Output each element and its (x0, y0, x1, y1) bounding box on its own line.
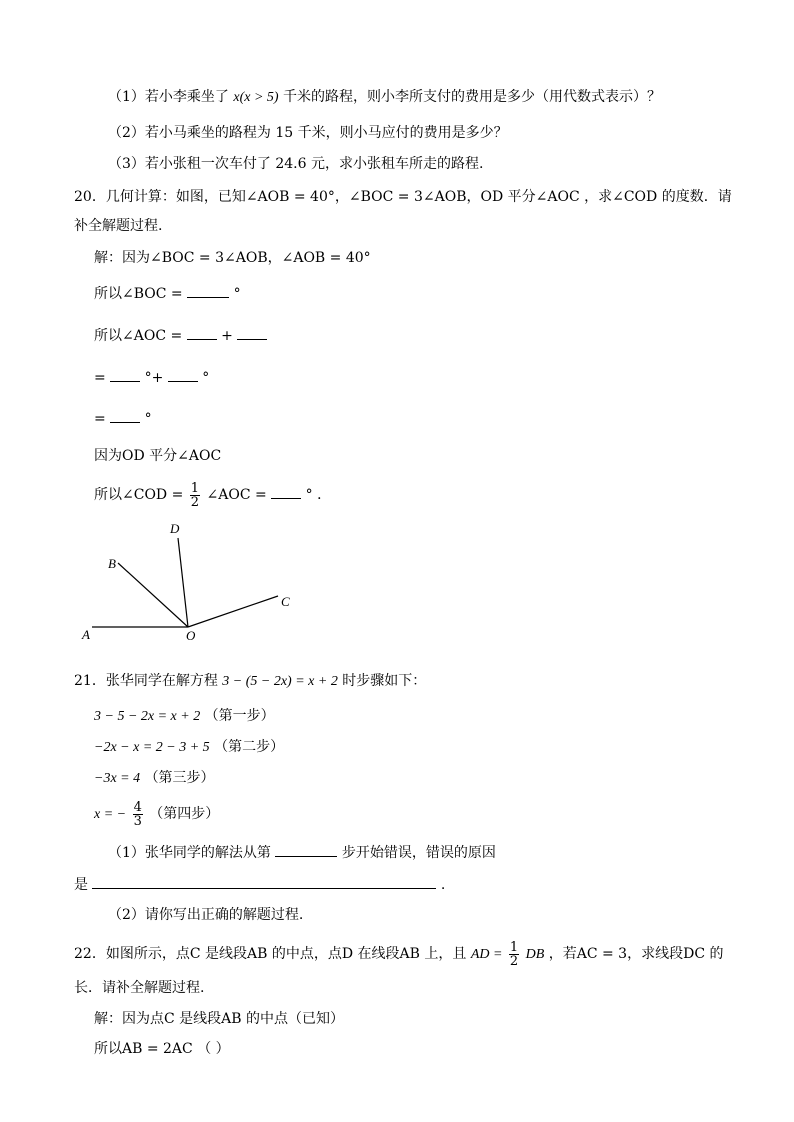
q22-stem-line1: 22．如图所示，点C 是线段AB 的中点，点D 在线段AB 上，且 AD = $\frac{1}{2}$ DB ，若AC = 3，求线段DC 的 (74, 939, 724, 969)
q19-part2: （2）若小马乘坐的路程为 15 千米，则小马应付的费用是多少？ (108, 125, 508, 141)
fraction: $\frac{1}{2}$ (509, 939, 519, 969)
answer-blank[interactable] (187, 325, 217, 340)
q22-stem-line2: 长．请补全解题过程. (74, 980, 205, 996)
label-C: C (281, 594, 290, 609)
q21-step3: −3x = 4 （第三步） (94, 770, 215, 786)
q20-stem-line2: 补全解题过程. (74, 218, 163, 234)
q20-solution-3: 所以∠AOC = + (94, 325, 267, 347)
q21-part1: （1）张华同学的解法从第 步开始错误，错误的原因 (108, 842, 496, 864)
label-O: O (186, 628, 196, 643)
q21-step1: 3 − 5 − 2x = x + 2 （第一步） (94, 708, 275, 724)
label-A: A (82, 627, 90, 642)
q20-solution-2: 所以∠BOC = ° (94, 283, 241, 305)
answer-blank[interactable] (110, 367, 140, 382)
q22-solution-2: 所以AB = 2AC （ ） (94, 1041, 230, 1057)
angle-figure (80, 518, 310, 648)
ray-OB (118, 563, 188, 627)
q19-part1-math: x(x > 5) (233, 90, 279, 105)
q19-part1: （1）若小李乘坐了 x(x > 5) 千米的路程，则小李所支付的费用是多少（用代数式表示）？ (108, 89, 662, 105)
q20-solution-7: 所以∠COD = $\frac{1}{2}$ ∠AOC = ° ． (94, 480, 332, 510)
q21-step2: −2x − x = 2 − 3 + 5 （第二步） (94, 739, 285, 755)
q21-part1-line2: 是 . (74, 874, 445, 896)
q21-equation: 3 − (5 − 2x) = x + 2 (222, 674, 338, 689)
q21-part2: （2）请你写出正确的解题过程. (108, 907, 304, 923)
answer-blank[interactable] (275, 842, 337, 857)
q19-part3: （3）若小张租一次车付了 24.6 元，求小张租车所走的路程. (108, 156, 484, 172)
answer-blank[interactable] (271, 484, 301, 499)
ray-OC (188, 596, 278, 627)
fraction: $\frac{1}{2}$ (190, 480, 200, 510)
q20-solution-5: = ° (94, 408, 152, 430)
answer-blank[interactable] (92, 874, 436, 889)
ray-OD (178, 538, 188, 627)
answer-blank[interactable] (168, 367, 198, 382)
answer-blank[interactable] (187, 283, 229, 298)
q21-stem: 21．张华同学在解方程 3 − (5 − 2x) = x + 2 时步骤如下： (74, 673, 427, 689)
label-B: B (108, 556, 116, 571)
answer-blank[interactable] (237, 325, 267, 340)
q20-solution-4: = °+ ° (94, 367, 209, 389)
answer-blank[interactable] (110, 408, 140, 423)
q20-stem-line1: 20．几何计算：如图，已知∠AOB = 40°，∠BOC = 3∠AOB，OD 平分∠AOC ，求∠COD 的度数．请 (74, 189, 732, 205)
q20-solution-6: 因为OD 平分∠AOC (94, 448, 222, 464)
q21-step4: x = − $\frac{4}{3}$ （第四步） (94, 799, 220, 829)
fraction: $\frac{4}{3}$ (133, 799, 142, 829)
q22-solution-1: 解：因为点C 是线段AB 的中点（已知） (94, 1011, 345, 1027)
q20-solution-1: 解：因为∠BOC = 3∠AOB，∠AOB = 40° (94, 250, 371, 266)
label-D: D (170, 521, 180, 536)
